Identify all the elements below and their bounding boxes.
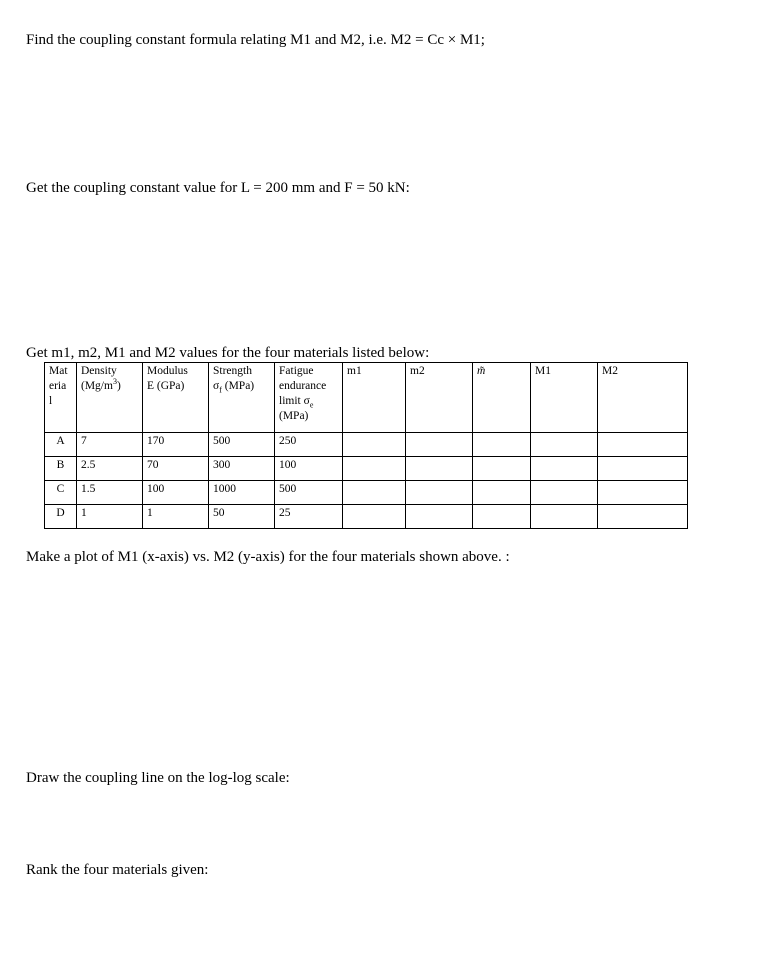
cell-M2[interactable] bbox=[598, 505, 688, 529]
cell-fatigue: 500 bbox=[275, 481, 343, 505]
cell-modulus: 1 bbox=[143, 505, 209, 529]
question-material-values: Get m1, m2, M1 and M2 values for the four materials listed below: bbox=[26, 345, 430, 361]
cell-material: B bbox=[45, 457, 77, 481]
cell-M2[interactable] bbox=[598, 457, 688, 481]
question-coupling-line: Draw the coupling line on the log-log scale: bbox=[26, 770, 290, 786]
cell-density: 2.5 bbox=[77, 457, 143, 481]
question-plot: Make a plot of M1 (x-axis) vs. M2 (y-axis) for the four materials shown above. : bbox=[26, 549, 510, 565]
cell-M2[interactable] bbox=[598, 433, 688, 457]
header-m2: m2 bbox=[406, 363, 473, 433]
header-M2: M2 bbox=[598, 363, 688, 433]
cell-material: A bbox=[45, 433, 77, 457]
materials-table bbox=[44, 362, 688, 529]
cell-m-tilde[interactable] bbox=[473, 457, 531, 481]
cell-density: 1.5 bbox=[77, 481, 143, 505]
header-m1: m1 bbox=[343, 363, 406, 433]
table-row bbox=[45, 505, 688, 529]
table-row bbox=[45, 433, 688, 457]
cell-M1[interactable] bbox=[531, 433, 598, 457]
cell-fatigue: 25 bbox=[275, 505, 343, 529]
cell-material: C bbox=[45, 481, 77, 505]
header-density: Density $(Mg/m^3)$ bbox=[77, 363, 143, 433]
cell-M1[interactable] bbox=[531, 481, 598, 505]
cell-m2[interactable] bbox=[406, 457, 473, 481]
cell-strength: 500 bbox=[209, 433, 275, 457]
table-row bbox=[45, 457, 688, 481]
cell-m-tilde[interactable] bbox=[473, 481, 531, 505]
cell-M2[interactable] bbox=[598, 481, 688, 505]
cell-modulus: 100 bbox=[143, 481, 209, 505]
header-material: Mat eria l bbox=[45, 363, 77, 433]
table-header-row bbox=[45, 363, 688, 433]
cell-fatigue: 100 bbox=[275, 457, 343, 481]
question-coupling-value: Get the coupling constant value for L = 200 mm and F = 50 kN: bbox=[26, 180, 410, 196]
question-coupling-formula: Find the coupling constant formula relating M1 and M2, i.e. M2 = Cc × M1; bbox=[26, 32, 485, 48]
cell-M1[interactable] bbox=[531, 505, 598, 529]
header-fatigue: Fatigue endurance limit $\sigma_e$ (MPa) bbox=[275, 363, 343, 433]
cell-m2[interactable] bbox=[406, 433, 473, 457]
cell-M1[interactable] bbox=[531, 457, 598, 481]
cell-fatigue: 250 bbox=[275, 433, 343, 457]
cell-m2[interactable] bbox=[406, 505, 473, 529]
cell-m2[interactable] bbox=[406, 481, 473, 505]
cell-strength: 300 bbox=[209, 457, 275, 481]
header-m-tilde: m̃ bbox=[473, 363, 531, 433]
table-row bbox=[45, 481, 688, 505]
cell-m1[interactable] bbox=[343, 481, 406, 505]
cell-material: D bbox=[45, 505, 77, 529]
cell-density: 7 bbox=[77, 433, 143, 457]
cell-m-tilde[interactable] bbox=[473, 433, 531, 457]
cell-density: 1 bbox=[77, 505, 143, 529]
header-M1: M1 bbox=[531, 363, 598, 433]
header-strength: Strength $\sigma_f$ (MPa) bbox=[209, 363, 275, 433]
cell-modulus: 170 bbox=[143, 433, 209, 457]
cell-strength: 50 bbox=[209, 505, 275, 529]
cell-m-tilde[interactable] bbox=[473, 505, 531, 529]
question-rank: Rank the four materials given: bbox=[26, 862, 209, 878]
cell-m1[interactable] bbox=[343, 505, 406, 529]
header-modulus: Modulus E (GPa) bbox=[143, 363, 209, 433]
cell-m1[interactable] bbox=[343, 433, 406, 457]
cell-m1[interactable] bbox=[343, 457, 406, 481]
cell-strength: 1000 bbox=[209, 481, 275, 505]
cell-modulus: 70 bbox=[143, 457, 209, 481]
